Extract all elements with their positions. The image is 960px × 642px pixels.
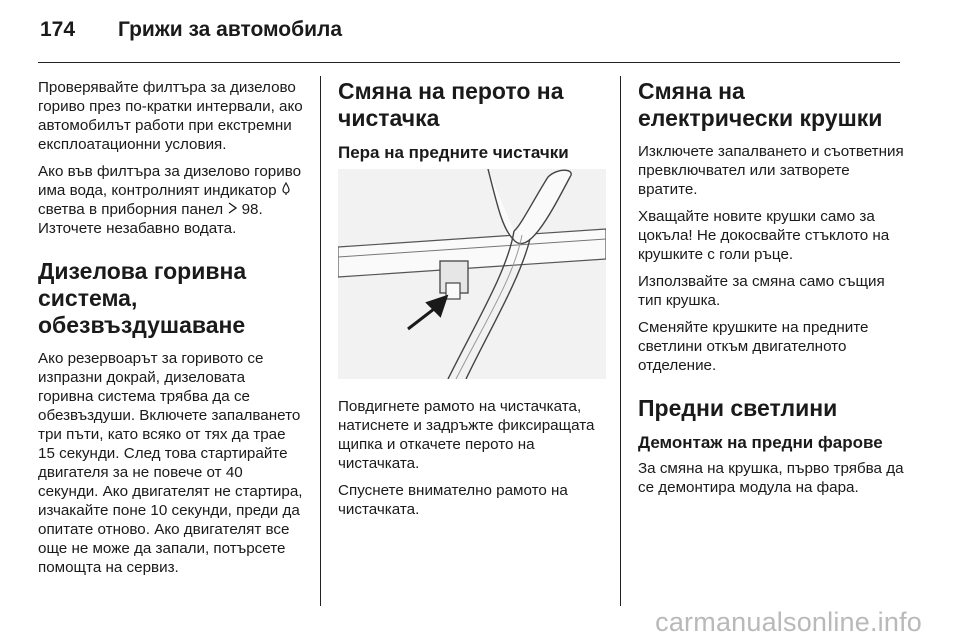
headlight-paragraph: За смяна на крушка, първо трябва да се демонтира модула на фара. <box>638 460 904 496</box>
wiper-step-1: Повдигнете рамото на чистачката, натиснете и задръжте фиксиращата щипка и откачете перото на чистачката. <box>338 398 595 472</box>
headlights-heading: Предни светлини <box>638 395 838 421</box>
page-header <box>40 18 342 46</box>
column-divider-2 <box>620 76 621 606</box>
column-3 <box>638 78 904 505</box>
bulb-paragraph-2: Хващайте новите крушки само за цокъла! Не докосвайте стъклото на крушките с голи ръце. <box>638 208 890 263</box>
fuel-filter-paragraph: Проверявайте филтъра за дизелово гориво през по-кратки интервали, ако автомобилът работи при екстремни експлоатационни условия. <box>38 79 303 153</box>
headlight-removal-subheading: Демонтаж на предни фарове <box>638 433 883 452</box>
watermark: carmanualsonline.info <box>655 607 922 637</box>
bulb-replacement-heading: Смяна на електрически крушки <box>638 78 883 131</box>
wiper-blade-heading: Смяна на перото на чистачка <box>338 78 564 131</box>
column-divider-1 <box>320 76 321 606</box>
wiper-step-2: Спуснете внимателно рамото на чистачката. <box>338 482 568 518</box>
water-indicator-paragraph: Ако във филтъра за дизелово гориво има вода, контролният индикатор светва в приборния панел 98. Източете незабавно водата. <box>38 163 302 237</box>
page-title: Грижи за автомобила <box>118 18 343 41</box>
bulb-paragraph-4: Сменяйте крушките на предните светлини откъм двигателното отделение. <box>638 319 869 374</box>
header-divider <box>38 62 900 63</box>
water-in-fuel-icon <box>281 181 291 200</box>
page-number: 174 <box>40 18 76 41</box>
bulb-paragraph-3: Използвайте за смяна само същия тип крушка. <box>638 273 885 309</box>
wiper-illustration <box>338 169 606 379</box>
front-wiper-subheading: Пера на предните чистачки <box>338 143 569 162</box>
page-reference-arrow-icon <box>227 200 237 219</box>
bulb-paragraph-1: Изключете запалването и съответния превключвател или затворете вратите. <box>638 143 904 198</box>
diesel-bleeding-paragraph: Ако резервоарът за горивото се изпразни докрай, дизеловата горивна система трябва да се обезвъздуши. Включете запалването три пъти, като всяко от тях да трае 15 секунди. След това стартирайте двигателя за не повече от 40 секунди. Ако двигателят не стартира, изчакайте поне 10 секунди, преди да опитате отново. Ако двигателят все още не може да запали, потърсете помощта на сервиз. <box>38 350 303 576</box>
column-1 <box>38 78 304 585</box>
diesel-bleeding-heading: Дизелова горивна система, обезвъздушаване <box>38 258 247 338</box>
column-2 <box>338 78 604 527</box>
